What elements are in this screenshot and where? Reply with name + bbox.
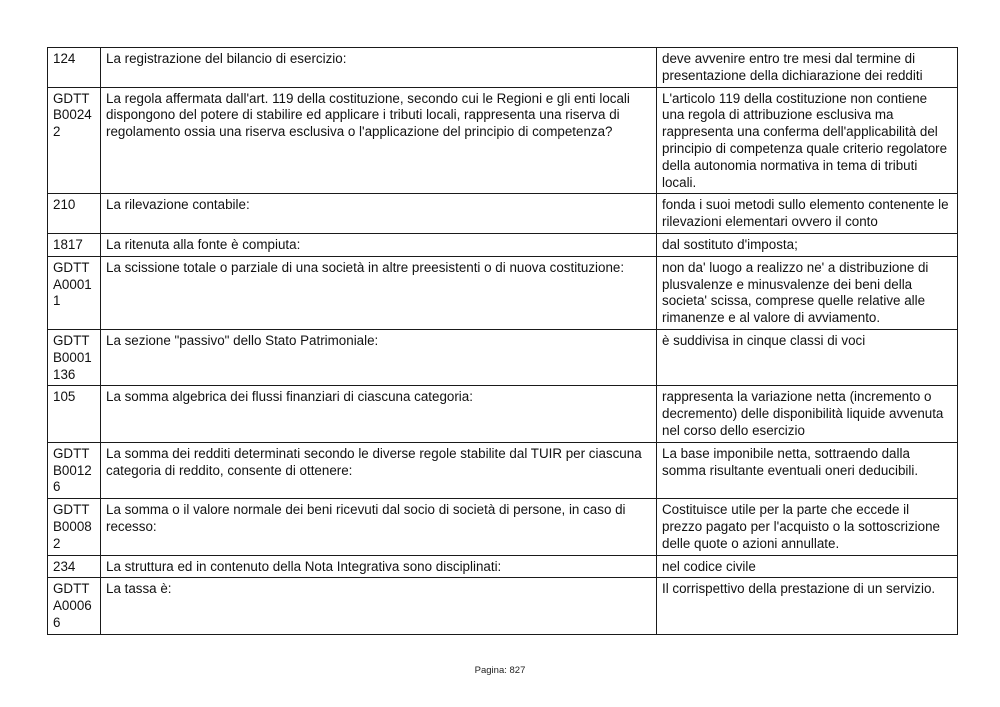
table-row — [48, 233, 958, 256]
answer-text: è suddivisa in cinque classi di voci — [657, 329, 958, 385]
table-row — [48, 194, 958, 234]
question-code: GDTTB00082 — [48, 499, 101, 555]
question-code: GDTTA00011 — [48, 256, 101, 329]
question-text: La rilevazione contabile: — [101, 194, 657, 234]
answer-text: nel codice civile — [657, 555, 958, 578]
question-text: La scissione totale o parziale di una società in altre preesistenti o di nuova costituzione: — [101, 256, 657, 329]
question-text: La sezione "passivo" dello Stato Patrimoniale: — [101, 329, 657, 385]
question-code: GDTTB00242 — [48, 87, 101, 194]
question-code: 105 — [48, 386, 101, 442]
answer-text: Costituisce utile per la parte che eccede il prezzo pagato per l'acquisto o la sottoscrizione delle quote o azioni annullate. — [657, 499, 958, 555]
table-row — [48, 555, 958, 578]
answer-text: fonda i suoi metodi sullo elemento contenente le rilevazioni elementari ovvero il conto — [657, 194, 958, 234]
table-row — [48, 329, 958, 385]
question-text: La tassa è: — [101, 578, 657, 634]
question-text: La registrazione del bilancio di esercizio: — [101, 48, 657, 88]
question-code: GDTTB00126 — [48, 442, 101, 498]
table-row — [48, 386, 958, 442]
answer-text: dal sostituto d'imposta; — [657, 233, 958, 256]
question-text: La somma dei redditi determinati secondo le diverse regole stabilite dal TUIR per ciascuna categoria di reddito, consente di ottenere: — [101, 442, 657, 498]
page-number: Pagina: 827 — [474, 665, 526, 676]
answer-text: La base imponibile netta, sottraendo dalla somma risultante eventuali oneri deducibili. — [657, 442, 958, 498]
question-text: La somma o il valore normale dei beni ricevuti dal socio di società di persone, in caso di recesso: — [101, 499, 657, 555]
table-row — [48, 578, 958, 634]
question-text: La struttura ed in contenuto della Nota Integrativa sono disciplinati: — [101, 555, 657, 578]
question-text: La regola affermata dall'art. 119 della costituzione, secondo cui le Regioni e gli enti locali dispongono del potere di stabilire ed applicare i tributi locali, rappresenta una riserva di regolamento ossia una riserva esclusiva o l'applicazione del principio di competenza? — [101, 87, 657, 194]
question-code: GDTTB0001136 — [48, 329, 101, 385]
answer-text: Il corrispettivo della prestazione di un servizio. — [657, 578, 958, 634]
table-row — [48, 87, 958, 194]
answer-text: L'articolo 119 della costituzione non contiene una regola di attribuzione esclusiva ma rappresenta una conferma dell'applicabilità del principio di competenza quale criterio regolatore della autonomia normativa in tema di tributi locali. — [657, 87, 958, 194]
qa-table — [47, 47, 958, 635]
question-code: 124 — [48, 48, 101, 88]
answer-text: non da' luogo a realizzo ne' a distribuzione di plusvalenze e minusvalenze dei beni della societa' scissa, comprese quelle relative alle rimanenze e al valore di avviamento. — [657, 256, 958, 329]
answer-text: deve avvenire entro tre mesi dal termine di presentazione della dichiarazione dei redditi — [657, 48, 958, 88]
question-text: La somma algebrica dei flussi finanziari di ciascuna categoria: — [101, 386, 657, 442]
table-row — [48, 499, 958, 555]
answer-text: rappresenta la variazione netta (incremento o decremento) delle disponibilità liquide avvenuta nel corso dello esercizio — [657, 386, 958, 442]
question-code: 234 — [48, 555, 101, 578]
question-code: 1817 — [48, 233, 101, 256]
question-code: GDTTA00066 — [48, 578, 101, 634]
table-row — [48, 48, 958, 88]
table-row — [48, 256, 958, 329]
question-code: 210 — [48, 194, 101, 234]
question-text: La ritenuta alla fonte è compiuta: — [101, 233, 657, 256]
table-row — [48, 442, 958, 498]
